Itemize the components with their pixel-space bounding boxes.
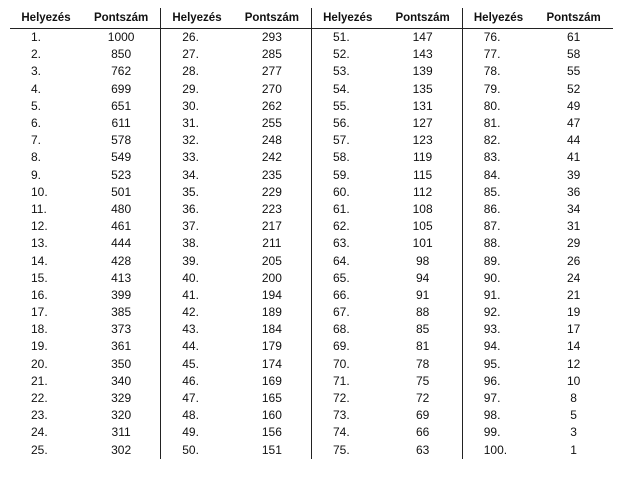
rank-cell: 80. [462,98,534,115]
points-cell: 85 [415,322,430,337]
rank-cell: 100. [462,442,534,459]
points-cell: 270 [261,81,282,96]
points-cell: 350 [111,356,132,371]
rank-cell: 33. [161,149,233,166]
rank-cell: 30. [161,98,233,115]
points-cell: 361 [111,339,132,354]
points-cell: 88 [415,305,430,320]
rank-cell: 37. [161,218,233,235]
rank-cell: 81. [462,115,534,132]
rank-cell: 68. [312,321,384,338]
rank-cell: 6. [31,116,42,131]
rank-cell: 17. [31,305,48,320]
table-row [10,252,613,269]
points-cell: 29 [566,236,581,251]
rank-cell: 91. [462,287,534,304]
points-cell: 47 [566,116,581,131]
points-cell: 49 [566,98,581,113]
points-table-container [10,8,613,483]
points-table [10,8,613,459]
points-cell: 651 [111,98,132,113]
rank-cell: 3. [31,64,42,79]
rank-cell: 82. [462,132,534,149]
rank-cell: 55. [312,98,384,115]
table-row [10,46,613,63]
rank-cell: 2. [31,47,42,62]
points-cell: 78 [415,356,430,371]
points-cell: 139 [412,64,433,79]
points-cell: 762 [111,64,132,79]
points-cell: 17 [566,322,581,337]
rank-cell: 58. [312,149,384,166]
points-cell: 160 [261,408,282,423]
rank-cell: 21. [31,373,48,388]
rank-cell: 63. [312,235,384,252]
points-cell: 24 [566,270,581,285]
rank-cell: 15. [31,270,48,285]
table-row [10,321,613,338]
table-row [10,390,613,407]
rank-header: Helyezés [161,8,233,29]
points-cell: 5 [570,408,577,423]
rank-cell: 77. [462,46,534,63]
rank-cell: 9. [31,167,42,182]
rank-cell: 89. [462,252,534,269]
points-cell: 444 [111,236,132,251]
table-row [10,115,613,132]
points-cell: 578 [111,133,132,148]
rank-cell: 53. [312,63,384,80]
rank-cell: 93. [462,321,534,338]
points-cell: 189 [261,305,282,320]
rank-cell: 99. [462,424,534,441]
rank-cell: 56. [312,115,384,132]
rank-cell: 67. [312,304,384,321]
points-cell: 81 [415,339,430,354]
points-cell: 108 [412,201,433,216]
points-cell: 223 [261,201,282,216]
points-cell: 115 [413,167,433,182]
rank-cell: 74. [312,424,384,441]
rank-cell: 75. [312,442,384,459]
points-cell: 211 [262,236,282,251]
rank-cell: 12. [31,219,48,234]
rank-cell: 49. [161,424,233,441]
points-cell: 293 [261,30,282,45]
points-cell: 151 [261,442,282,457]
table-row [10,98,613,115]
points-cell: 235 [261,167,282,182]
points-cell: 165 [261,391,282,406]
points-cell: 285 [261,47,282,62]
rank-cell: 44. [161,338,233,355]
rank-cell: 51. [312,29,384,47]
points-cell: 850 [111,47,132,62]
rank-cell: 78. [462,63,534,80]
points-cell: 94 [415,270,430,285]
table-row [10,442,613,459]
points-cell: 36 [566,184,581,199]
rank-header: Helyezés [462,8,534,29]
table-row [10,184,613,201]
points-cell: 19 [566,305,581,320]
points-cell: 119 [413,150,433,165]
rank-cell: 31. [161,115,233,132]
points-cell: 123 [412,133,433,148]
points-header: Pontszám [384,8,463,29]
rank-cell: 57. [312,132,384,149]
rank-cell: 34. [161,167,233,184]
rank-cell: 23. [31,408,48,423]
rank-cell: 48. [161,407,233,424]
points-cell: 501 [111,184,132,199]
points-cell: 69 [415,408,430,423]
rank-cell: 19. [31,339,48,354]
table-row [10,132,613,149]
rank-cell: 71. [312,373,384,390]
table-row [10,304,613,321]
points-cell: 229 [261,184,282,199]
table-row [10,287,613,304]
rank-cell: 42. [161,304,233,321]
rank-cell: 7. [31,133,42,148]
points-cell: 52 [566,81,581,96]
rank-cell: 46. [161,373,233,390]
points-cell: 1 [570,442,577,457]
rank-cell: 95. [462,356,534,373]
rank-cell: 41. [161,287,233,304]
rank-cell: 65. [312,270,384,287]
rank-header: Helyezés [312,8,384,29]
points-cell: 58 [566,47,581,62]
points-cell: 98 [415,253,430,268]
rank-cell: 39. [161,252,233,269]
table-row [10,270,613,287]
rank-cell: 83. [462,149,534,166]
rank-cell: 64. [312,252,384,269]
rank-cell: 27. [161,46,233,63]
points-cell: 72 [415,391,430,406]
rank-cell: 62. [312,218,384,235]
points-cell: 14 [566,339,581,354]
rank-cell: 22. [31,391,48,406]
rank-cell: 96. [462,373,534,390]
rank-cell: 4. [31,81,42,96]
points-cell: 320 [111,408,132,423]
rank-cell: 5. [31,98,42,113]
points-cell: 248 [261,133,282,148]
rank-cell: 79. [462,81,534,98]
points-cell: 611 [111,116,131,131]
rank-cell: 25. [31,442,48,457]
rank-cell: 94. [462,338,534,355]
points-cell: 105 [412,219,433,234]
points-cell: 373 [111,322,132,337]
points-cell: 12 [566,356,581,371]
rank-cell: 20. [31,356,48,371]
points-cell: 26 [566,253,581,268]
rank-cell: 47. [161,390,233,407]
rank-cell: 29. [161,81,233,98]
points-cell: 91 [415,287,430,302]
points-cell: 340 [111,373,132,388]
points-cell: 194 [261,287,282,302]
points-cell: 302 [111,442,132,457]
points-cell: 413 [111,270,132,285]
table-body [10,29,613,459]
points-cell: 174 [261,356,282,371]
table-row [10,218,613,235]
points-cell: 217 [261,219,282,234]
points-cell: 31 [566,219,581,234]
table-row [10,81,613,98]
points-cell: 428 [111,253,132,268]
points-header: Pontszám [233,8,312,29]
table-row [10,29,613,47]
points-cell: 311 [111,425,131,440]
points-cell: 205 [261,253,282,268]
rank-cell: 1. [31,30,42,45]
points-cell: 61 [566,30,581,45]
rank-cell: 60. [312,184,384,201]
rank-cell: 84. [462,167,534,184]
rank-cell: 66. [312,287,384,304]
rank-cell: 26. [161,29,233,47]
rank-cell: 24. [31,425,48,440]
points-cell: 55 [566,64,581,79]
rank-cell: 61. [312,201,384,218]
points-cell: 179 [261,339,282,354]
rank-cell: 13. [31,236,48,251]
points-cell: 277 [261,64,282,79]
points-cell: 480 [111,201,132,216]
points-cell: 461 [111,219,132,234]
rank-cell: 76. [462,29,534,47]
rank-cell: 14. [31,253,48,268]
table-row [10,356,613,373]
points-cell: 41 [566,150,581,165]
points-cell: 63 [415,442,430,457]
header-row [10,8,613,29]
points-cell: 143 [412,47,433,62]
points-cell: 8 [570,391,577,406]
points-cell: 39 [566,167,581,182]
rank-cell: 45. [161,356,233,373]
points-cell: 329 [111,391,132,406]
rank-cell: 28. [161,63,233,80]
table-row [10,63,613,80]
rank-cell: 69. [312,338,384,355]
rank-cell: 18. [31,322,48,337]
rank-cell: 87. [462,218,534,235]
points-cell: 34 [566,201,581,216]
points-cell: 112 [413,184,433,199]
rank-cell: 8. [31,150,42,165]
points-cell: 200 [261,270,282,285]
points-cell: 21 [566,287,581,302]
points-cell: 549 [111,150,132,165]
points-cell: 523 [111,167,132,182]
table-row [10,167,613,184]
points-cell: 399 [111,287,132,302]
rank-cell: 97. [462,390,534,407]
points-cell: 66 [415,425,430,440]
points-cell: 135 [412,81,433,96]
rank-cell: 32. [161,132,233,149]
rank-cell: 86. [462,201,534,218]
rank-cell: 40. [161,270,233,287]
rank-cell: 72. [312,390,384,407]
points-cell: 385 [111,305,132,320]
points-cell: 1000 [107,30,135,45]
points-cell: 242 [261,150,282,165]
table-row [10,338,613,355]
rank-cell: 36. [161,201,233,218]
rank-cell: 35. [161,184,233,201]
rank-cell: 16. [31,287,48,302]
rank-header: Helyezés [10,8,82,29]
rank-cell: 52. [312,46,384,63]
points-cell: 255 [261,116,282,131]
points-cell: 75 [415,373,430,388]
rank-cell: 98. [462,407,534,424]
table-row [10,424,613,441]
table-row [10,235,613,252]
table-row [10,149,613,166]
points-cell: 147 [412,30,433,45]
rank-cell: 50. [161,442,233,459]
rank-cell: 10. [31,184,48,199]
rank-cell: 38. [161,235,233,252]
rank-cell: 11. [31,201,47,216]
rank-cell: 70. [312,356,384,373]
table-row [10,373,613,390]
points-header: Pontszám [534,8,613,29]
points-cell: 3 [570,425,577,440]
rank-cell: 43. [161,321,233,338]
rank-cell: 90. [462,270,534,287]
points-cell: 262 [261,98,282,113]
points-cell: 699 [111,81,132,96]
rank-cell: 54. [312,81,384,98]
points-cell: 131 [412,98,433,113]
points-cell: 156 [261,425,282,440]
points-cell: 101 [412,236,433,251]
points-cell: 169 [261,373,282,388]
rank-cell: 88. [462,235,534,252]
rank-cell: 73. [312,407,384,424]
points-cell: 10 [566,373,581,388]
points-cell: 127 [412,116,433,131]
table-row [10,407,613,424]
rank-cell: 59. [312,167,384,184]
points-header: Pontszám [82,8,161,29]
rank-cell: 92. [462,304,534,321]
points-cell: 44 [566,133,581,148]
rank-cell: 85. [462,184,534,201]
points-cell: 184 [261,322,282,337]
table-row [10,201,613,218]
